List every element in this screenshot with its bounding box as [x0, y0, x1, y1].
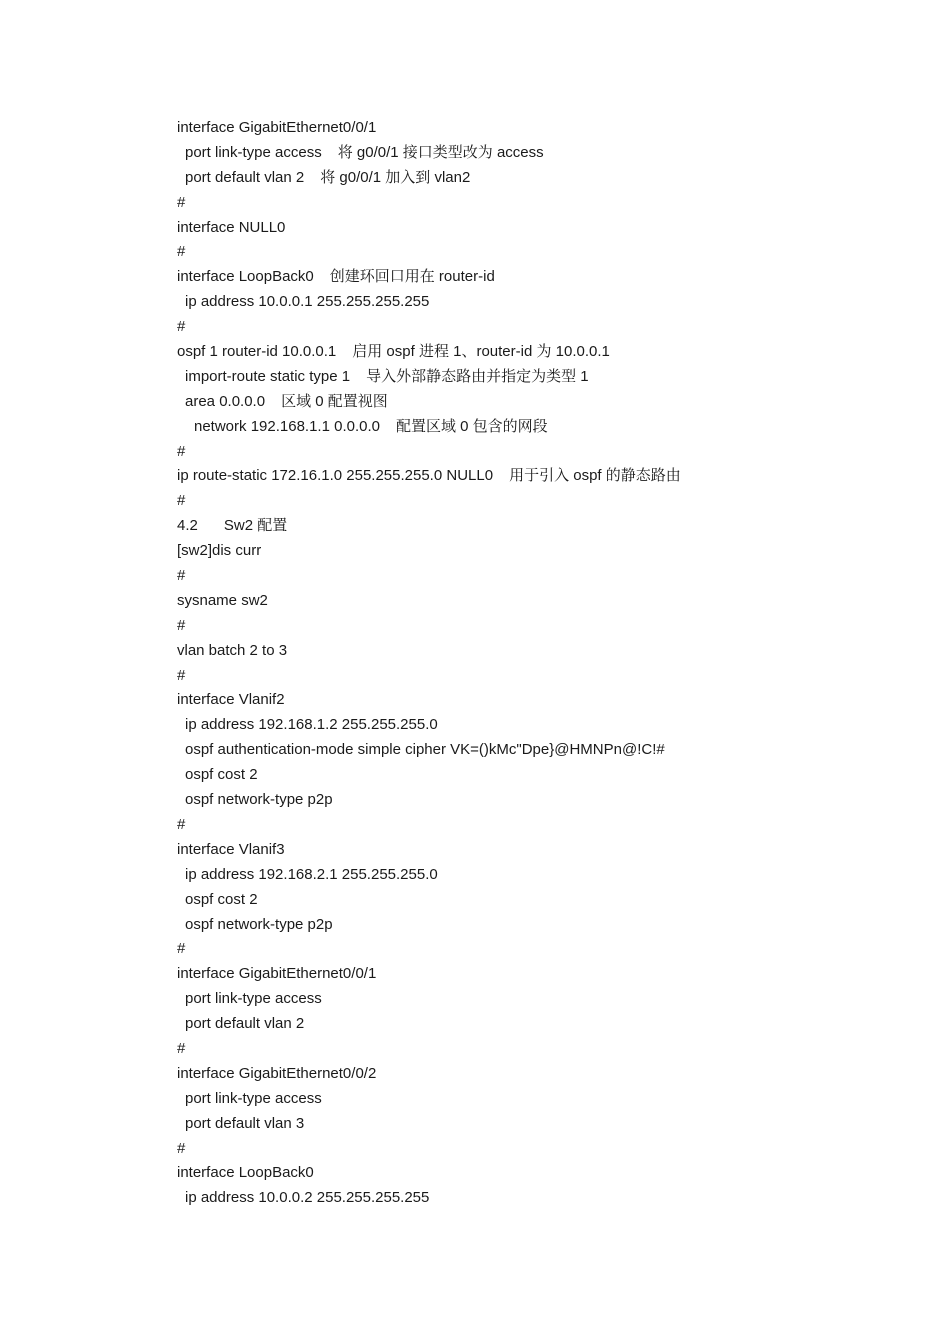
config-line	[177, 987, 877, 1012]
config-text: interface GigabitEthernet0/0/1	[177, 965, 377, 983]
config-text: #	[177, 318, 186, 336]
config-line	[177, 888, 877, 913]
config-line	[177, 166, 877, 191]
config-text: interface Vlanif3	[177, 840, 285, 858]
config-line	[177, 141, 877, 166]
config-text: #	[177, 243, 186, 261]
config-line	[177, 788, 877, 813]
config-comment: 区域 0 配置视图	[281, 392, 388, 410]
config-text: port default vlan 2	[185, 168, 305, 186]
config-line	[177, 216, 877, 241]
config-text: ospf cost 2	[185, 890, 258, 908]
config-line	[177, 265, 877, 290]
config-text: ospf 1 router-id 10.0.0.1	[177, 343, 337, 361]
config-text: interface NULL0	[177, 218, 286, 236]
config-separator	[177, 564, 877, 589]
config-text: ip route-static 172.16.1.0 255.255.255.0 NULL0	[177, 467, 494, 485]
config-separator	[177, 1137, 877, 1162]
config-separator	[177, 489, 877, 514]
config-line	[177, 738, 877, 763]
config-line	[177, 1186, 877, 1211]
config-separator	[177, 937, 877, 962]
config-line	[177, 290, 877, 315]
config-line	[177, 116, 877, 141]
config-text: ip address 10.0.0.2 255.255.255.255	[185, 1189, 430, 1207]
config-separator	[177, 240, 877, 265]
config-text: port link-type access	[185, 990, 322, 1008]
config-separator	[177, 614, 877, 639]
config-comment: 导入外部静态路由并指定为类型 1	[366, 367, 589, 385]
config-text: area 0.0.0.0	[185, 392, 266, 410]
config-comment: 将 g0/0/1 接口类型改为 access	[337, 143, 544, 161]
config-text: [sw2]dis curr	[177, 542, 262, 560]
config-text: port link-type access	[185, 1089, 322, 1107]
config-text: #	[177, 1039, 186, 1057]
config-line	[177, 1112, 877, 1137]
config-line	[177, 639, 877, 664]
config-text: network 192.168.1.1 0.0.0.0	[194, 417, 380, 435]
config-text: #	[177, 492, 186, 510]
config-comment: 启用 ospf 进程 1、router-id 为 10.0.0.1	[352, 343, 610, 361]
config-text: #	[177, 940, 186, 958]
config-separator	[177, 664, 877, 689]
config-text: #	[177, 616, 186, 634]
config-line	[177, 838, 877, 863]
config-line	[177, 763, 877, 788]
config-listing	[177, 116, 877, 1211]
config-text: sysname sw2	[177, 591, 268, 609]
config-text: #	[177, 1139, 186, 1157]
config-text: interface LoopBack0	[177, 1164, 314, 1182]
config-comment: 配置区域 0 包含的网段	[395, 417, 548, 435]
config-text: ospf authentication-mode simple cipher VK=()kMc"Dpe}@HMNPn@!C!#	[185, 741, 665, 759]
config-text: port default vlan 3	[185, 1114, 305, 1132]
config-comment: 用于引入 ospf 的静态路由	[509, 467, 681, 485]
config-line	[177, 390, 877, 415]
config-text: ip address 192.168.1.2 255.255.255.0	[185, 716, 438, 734]
config-line	[177, 365, 877, 390]
config-comment: 创建环回口用在 router-id	[329, 268, 495, 286]
config-text: interface GigabitEthernet0/0/1	[177, 119, 377, 136]
config-line	[177, 1012, 877, 1037]
config-text: ip address 10.0.0.1 255.255.255.255	[185, 293, 430, 311]
config-text: vlan batch 2 to 3	[177, 641, 288, 659]
config-text: #	[177, 666, 186, 684]
config-line	[177, 539, 877, 564]
config-line	[177, 688, 877, 713]
section-heading	[177, 514, 877, 539]
config-text: #	[177, 567, 186, 585]
section-title: Sw2 配置	[223, 517, 288, 535]
config-text: import-route static type 1	[185, 367, 351, 385]
config-text: port default vlan 2	[185, 1015, 305, 1033]
config-text: #	[177, 193, 186, 211]
config-separator	[177, 315, 877, 340]
config-line	[177, 340, 877, 365]
config-separator	[177, 440, 877, 465]
config-line	[177, 913, 877, 938]
config-comment: 将 g0/0/1 加入到 vlan2	[320, 168, 471, 186]
config-text: ospf network-type p2p	[185, 915, 333, 933]
config-line	[177, 1087, 877, 1112]
config-separator	[177, 813, 877, 838]
config-line	[177, 863, 877, 888]
config-separator	[177, 191, 877, 216]
config-line	[177, 464, 877, 489]
config-text: interface Vlanif2	[177, 691, 285, 709]
config-line	[177, 1062, 877, 1087]
config-text: #	[177, 442, 186, 460]
config-line	[177, 589, 877, 614]
config-line	[177, 415, 877, 440]
config-separator	[177, 1037, 877, 1062]
config-text: ospf cost 2	[185, 766, 258, 784]
config-text: ip address 192.168.2.1 255.255.255.0	[185, 865, 438, 883]
config-text: port link-type access	[185, 143, 322, 161]
config-line	[177, 713, 877, 738]
config-text: ospf network-type p2p	[185, 791, 333, 809]
config-text: interface GigabitEthernet0/0/2	[177, 1064, 377, 1082]
config-line	[177, 1161, 877, 1186]
config-text: #	[177, 815, 186, 833]
config-text: interface LoopBack0	[177, 268, 314, 286]
section-number: 4.2	[177, 517, 198, 535]
config-line	[177, 962, 877, 987]
